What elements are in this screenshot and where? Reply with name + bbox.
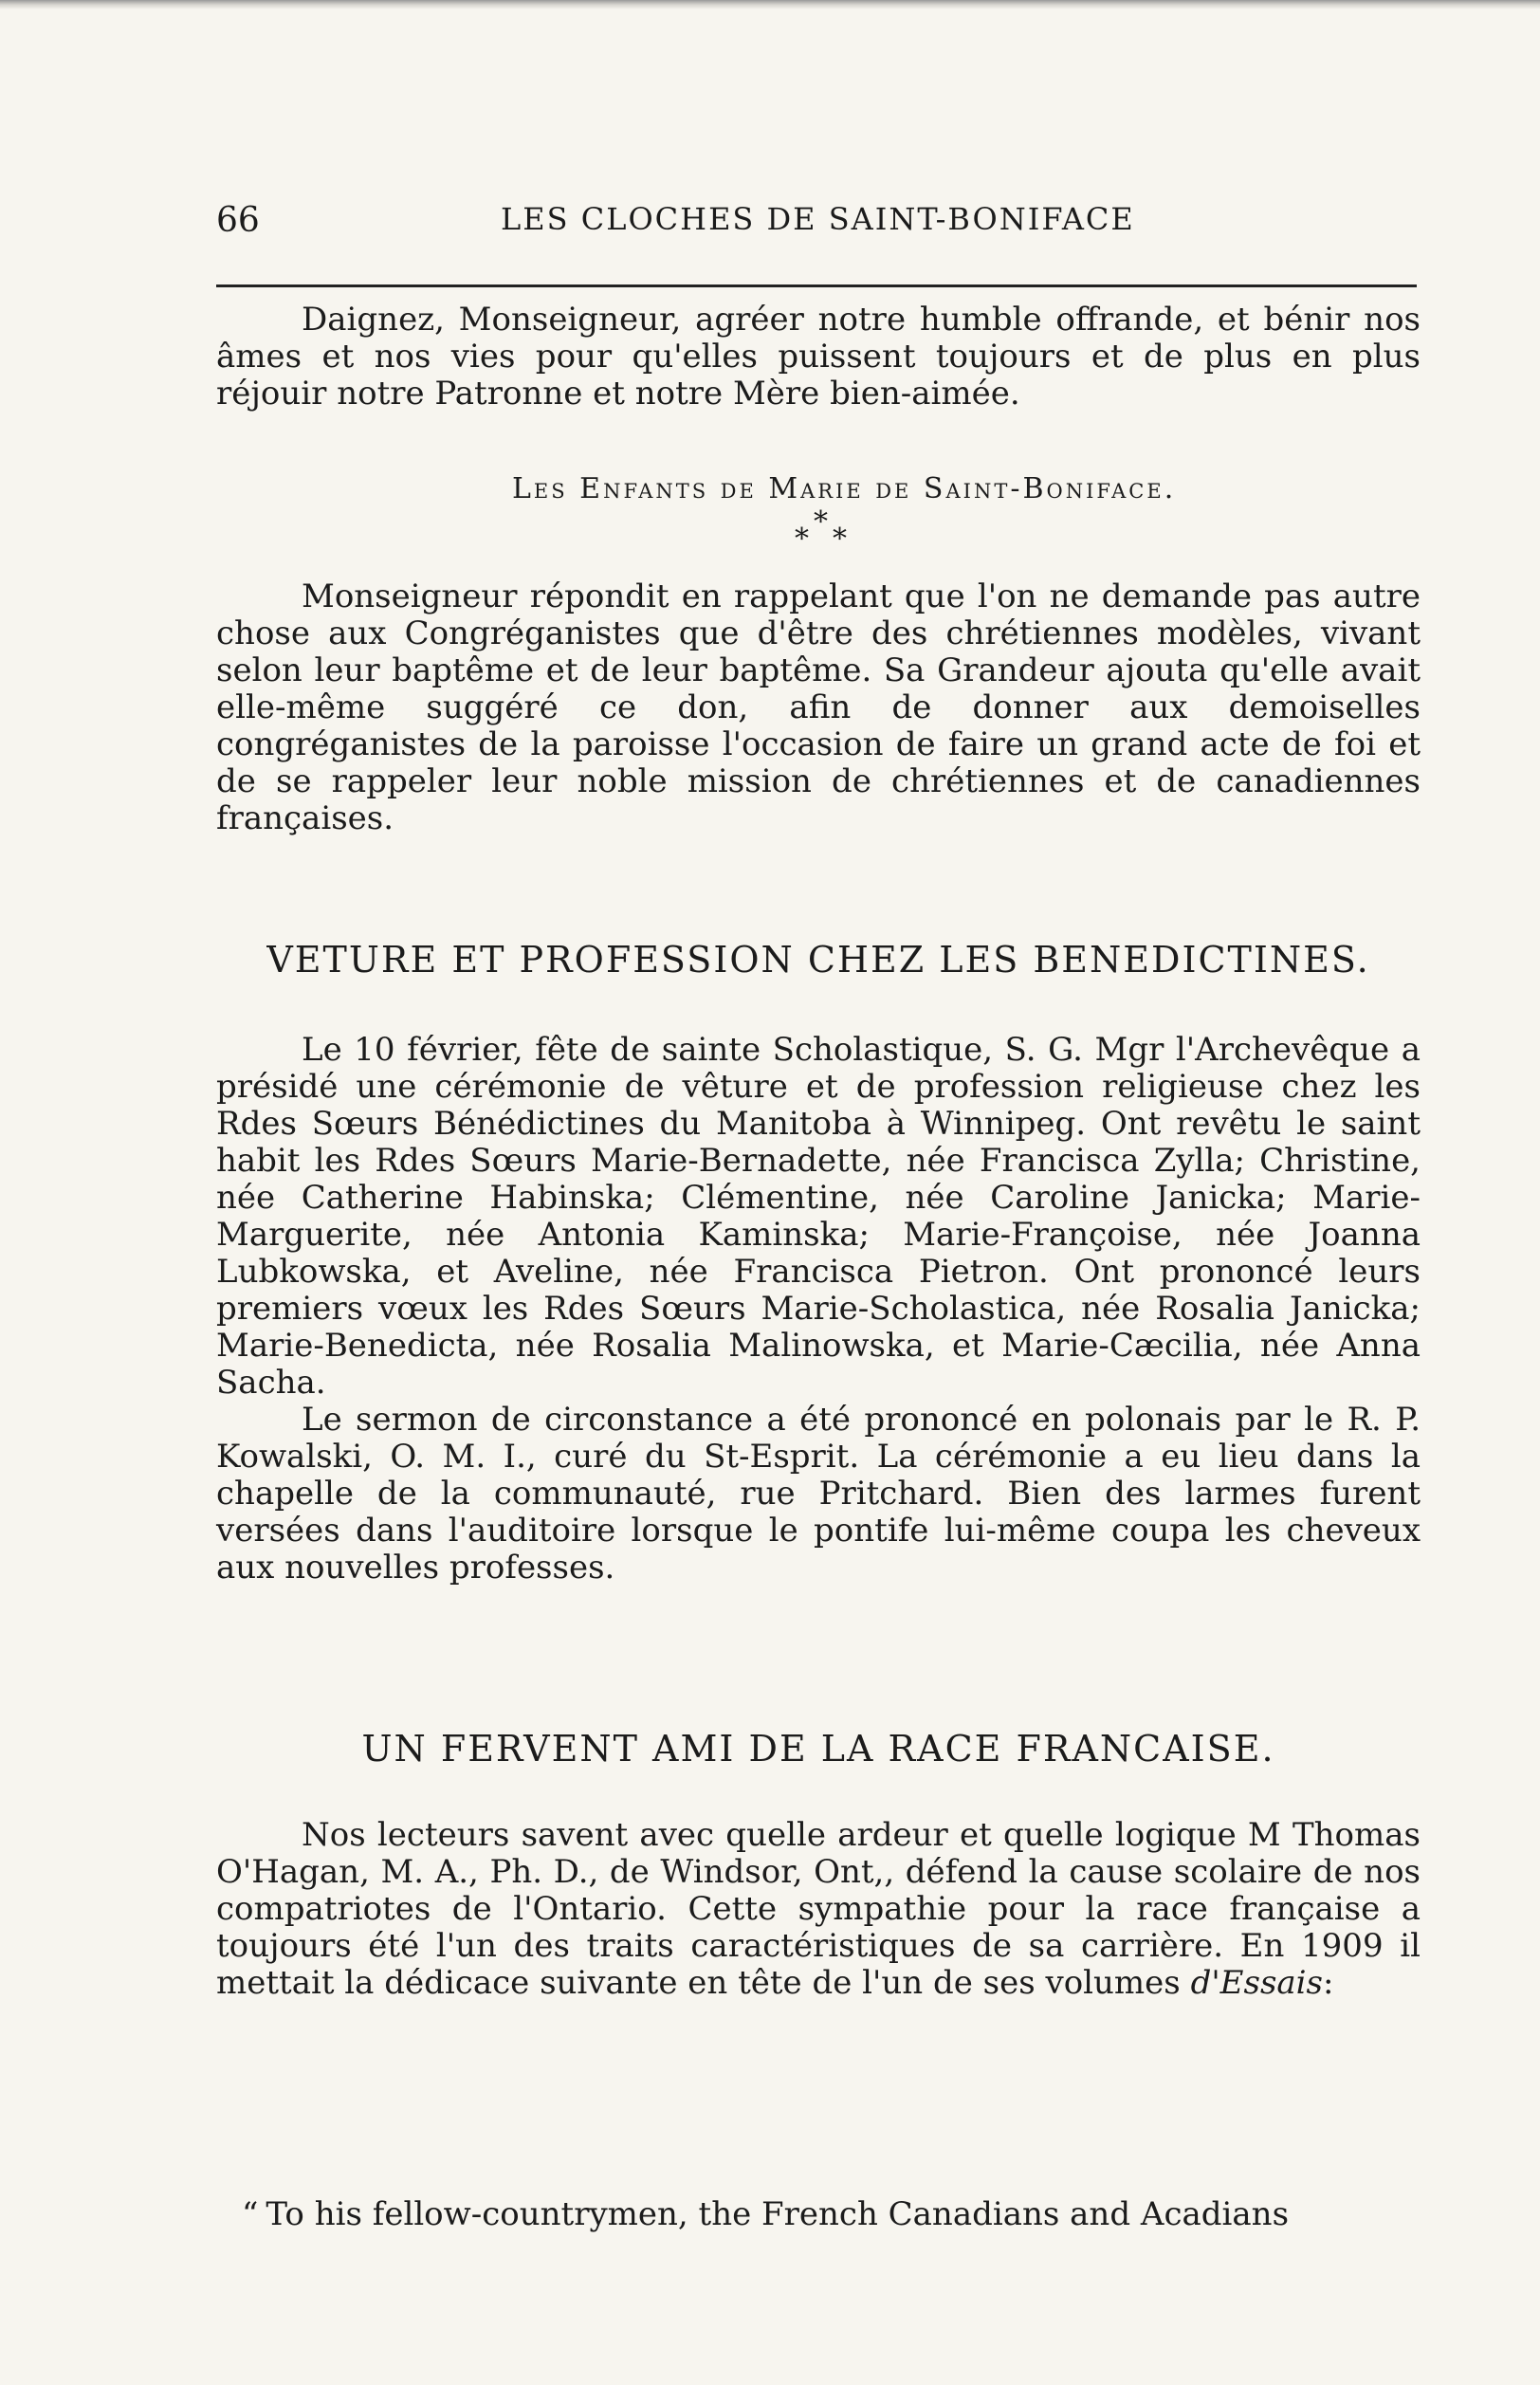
- fervent-ami-paragraph: [216, 1817, 1421, 2002]
- running-title: LES CLOCHES DE SAINT-BONIFACE: [501, 201, 1135, 237]
- asterism-star-right: *: [833, 523, 847, 556]
- offering-paragraph-block: [216, 302, 1421, 413]
- reply-paragraph-block: [216, 578, 1421, 837]
- benedictines-block: [216, 1032, 1421, 1587]
- opening-quote-mark: “: [242, 2195, 259, 2233]
- asterism: [795, 505, 852, 556]
- benedictines-paragraph-1: Le 10 février, fête de sainte Scholastique, S. G. Mgr l'Archevêque a présidé une cérémonie de vêture et de profession religieuse chez les Rdes Sœurs Bénédictines du Manitoba à Winnipeg. Ont revêtu le saint habit les Rdes Sœurs Marie-Bernadette, née Francisca Zylla; Christine, née Catherine Habinska; Clémentine, née Caroline Janicka; Marie-Marguerite, née Antonia Kaminska; Marie-Françoise, née Joanna Lubkowska, et Aveline, née Francisca Pietron. Ont prononcé leurs premiers vœux les Rdes Sœurs Marie-Scholastica, née Rosalia Janicka; Marie-Benedicta, née Rosalia Malinowska, et Marie-Cæcilia, née Anna Sacha.: [216, 1031, 1421, 1402]
- section-title-benedictines: VETURE ET PROFESSION CHEZ LES BENEDICTINES.: [266, 939, 1370, 981]
- header-rule: [216, 284, 1417, 287]
- signature: Les Enfants de Marie de Saint-Boniface.: [512, 472, 1177, 505]
- section-title-fervent-ami: UN FERVENT AMI DE LA RACE FRANCAISE.: [361, 1728, 1275, 1770]
- asterism-star-top: *: [814, 505, 828, 539]
- running-head: [216, 201, 1421, 248]
- dedication-text: To his fellow-countrymen, the French Canadians and Acadians: [266, 2195, 1290, 2233]
- fervent-ami-text: Nos lecteurs savent avec quelle ardeur et quelle logique M Thomas O'Hagan, M. A., Ph. D., de Windsor, Ont,, défend la cause scolaire de nos compatriotes de l'Ontario. Cette sympathie pour la race française a toujours été l'un des traits caractéristiques de sa carrière. En 1909 il mettait la dédicace suivante en tête de l'un de ses volumes: [216, 1816, 1421, 2002]
- asterism-star-left: *: [795, 523, 809, 556]
- fervent-ami-block: [216, 1817, 1421, 2002]
- benedictines-paragraph-2: Le sermon de circonstance a été prononcé en polonais par le R. P. Kowalski, O. M. I., curé du St-Esprit. La cérémonie a eu lieu dans la chapelle de la communauté, rue Pritchard. Bien des larmes furent versées dans l'auditoire lorsque le pontife lui-même coupa les cheveux aux nouvelles professes.: [216, 1401, 1421, 1587]
- essais-title: d'Essais: [1190, 1964, 1323, 2002]
- scan-edge: [0, 0, 1540, 9]
- fervent-ami-colon: :: [1322, 1964, 1334, 2002]
- reply-paragraph: Monseigneur répondit en rappelant que l'on ne demande pas autre chose aux Congréganistes que d'être des chrétiennes modèles, vivant selon leur baptême et de leur baptême. Sa Grandeur ajouta qu'elle avait elle-même suggéré ce don, afin de donner aux demoiselles congréganistes de la paroisse l'occasion de faire un grand acte de foi et de se rappeler leur noble mission de chrétiennes et de canadiennes françaises.: [216, 578, 1421, 837]
- dedication-quote: [242, 2195, 1446, 2233]
- page-number: 66: [216, 201, 260, 240]
- offering-paragraph: Daignez, Monseigneur, agréer notre humble offrande, et bénir nos âmes et nos vies pour qu'elles puissent toujours et de plus en plus réjouir notre Patronne et notre Mère bien-aimée.: [216, 301, 1421, 413]
